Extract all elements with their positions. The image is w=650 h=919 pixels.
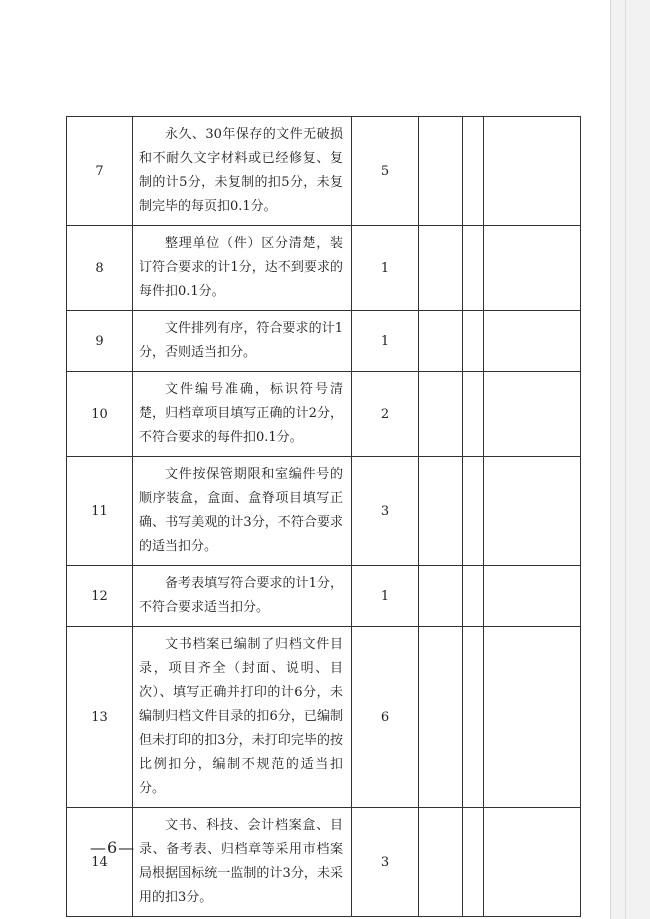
row-score: 1 [352,226,419,311]
row-score: 5 [352,117,419,226]
empty-cell [484,117,581,226]
table-row [67,457,581,566]
empty-cell [419,311,463,372]
empty-cell [484,226,581,311]
empty-cell [463,226,484,311]
table-row [67,627,581,808]
table-row [67,226,581,311]
row-number: 10 [67,372,133,457]
row-number: 12 [67,566,133,627]
empty-cell [463,566,484,627]
empty-cell [419,627,463,808]
row-number: 11 [67,457,133,566]
table-row [67,372,581,457]
empty-cell [484,808,581,917]
row-criteria: 永久、30年保存的文件无破损和不耐久文字材料或已经修复、复制的计5分，未复制的扣5分，未复制完毕的每页扣0.1分。 [133,117,352,226]
empty-cell [463,311,484,372]
empty-cell [484,627,581,808]
empty-cell [463,457,484,566]
empty-cell [419,226,463,311]
empty-cell [419,372,463,457]
empty-cell [419,117,463,226]
table-row [67,566,581,627]
table-row [67,808,581,917]
empty-cell [484,372,581,457]
page-number: —6— [90,838,136,857]
row-criteria: 文书档案已编制了归档文件目录，项目齐全（封面、说明、目次）、填写正确并打印的计6分，未编制归档文件目录的扣6分，已编制但未打印的扣3分，未打印完毕的按比例扣分，编制不规范的适当扣分。 [133,627,352,808]
row-criteria: 文书、科技、会计档案盒、目录、备考表、归档章等采用市档案局根据国标统一监制的计3分，未采用的扣3分。 [133,808,352,917]
row-number: 9 [67,311,133,372]
page-edge [610,0,650,919]
row-score: 1 [352,566,419,627]
table-row [67,311,581,372]
row-score: 2 [352,372,419,457]
row-criteria: 备考表填写符合要求的计1分，不符合要求适当扣分。 [133,566,352,627]
row-criteria: 文件按保管期限和室编件号的顺序装盒，盒面、盒脊项目填写正确、书写美观的计3分，不符合要求的适当扣分。 [133,457,352,566]
empty-cell [419,457,463,566]
row-criteria: 整理单位（件）区分清楚，装订符合要求的计1分，达不到要求的每件扣0.1分。 [133,226,352,311]
row-criteria: 文件编号准确，标识符号清楚，归档章项目填写正确的计2分，不符合要求的每件扣0.1分。 [133,372,352,457]
empty-cell [419,808,463,917]
row-number: 7 [67,117,133,226]
empty-cell [463,808,484,917]
empty-cell [484,457,581,566]
empty-cell [463,627,484,808]
scoring-table [66,116,581,917]
row-score: 3 [352,457,419,566]
row-score: 6 [352,627,419,808]
empty-cell [463,117,484,226]
table-row [67,117,581,226]
empty-cell [484,311,581,372]
row-number: 13 [67,627,133,808]
empty-cell [484,566,581,627]
row-number: 8 [67,226,133,311]
row-score: 1 [352,311,419,372]
empty-cell [419,566,463,627]
row-score: 3 [352,808,419,917]
empty-cell [463,372,484,457]
row-criteria: 文件排列有序，符合要求的计1分，否则适当扣分。 [133,311,352,372]
row-number: 14 [67,808,133,917]
